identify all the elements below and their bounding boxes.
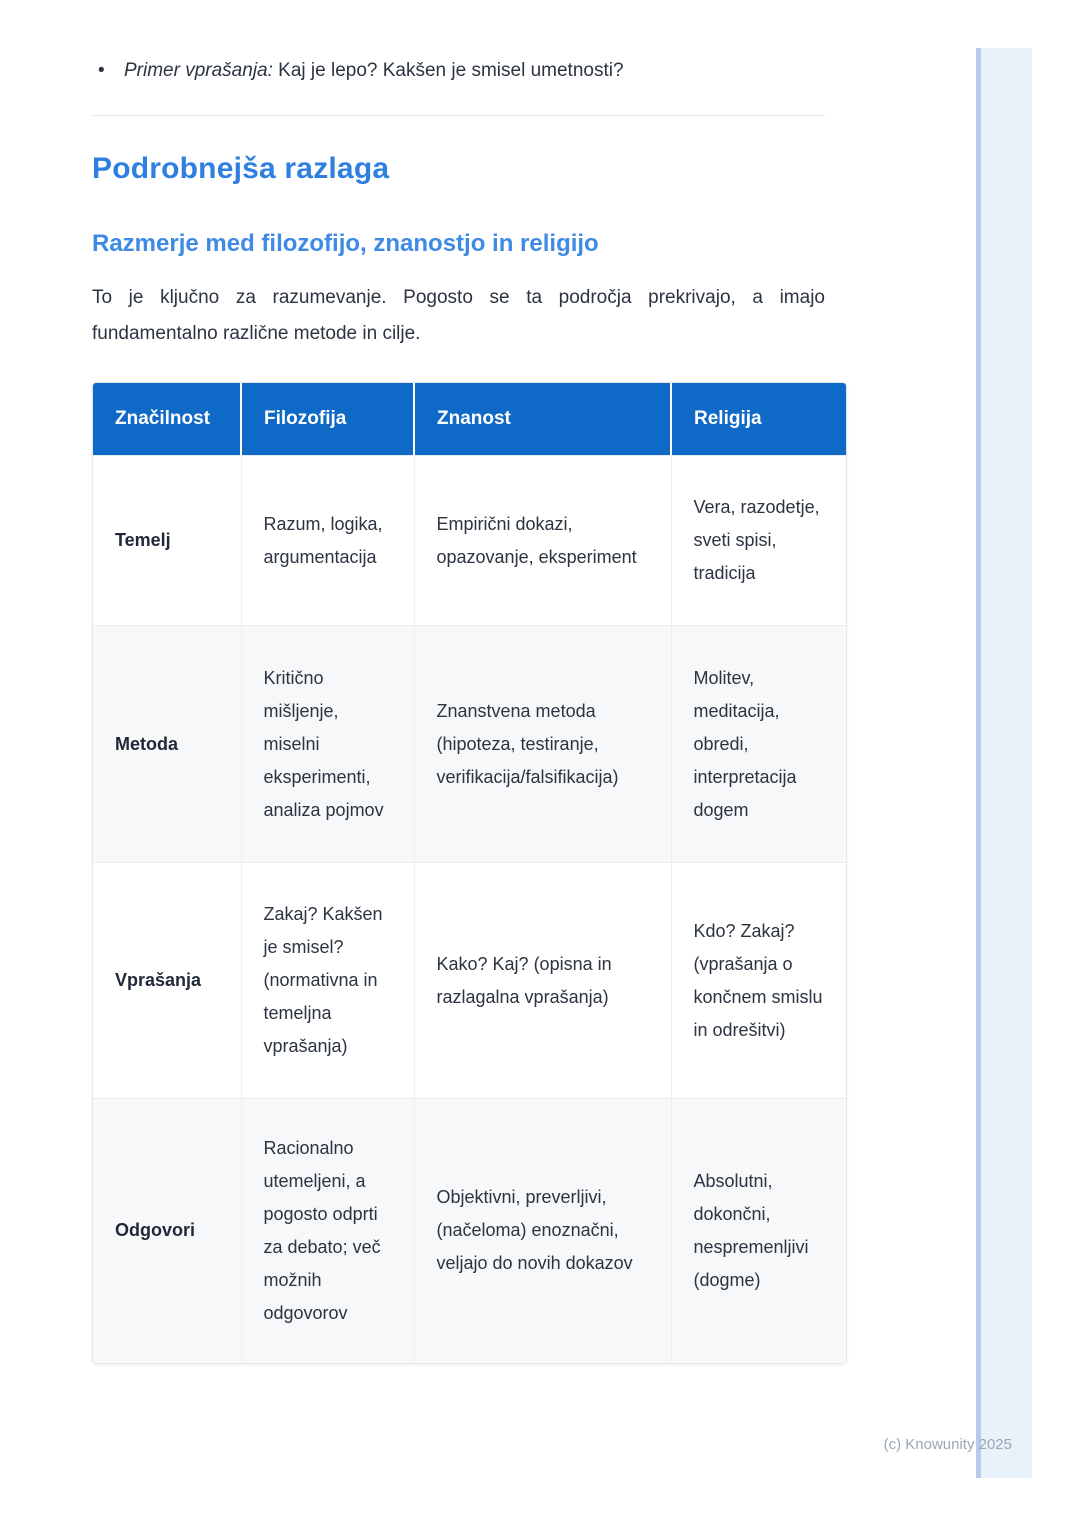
table-cell: Kako? Kaj? (opisna in razlagalna vprašanja) xyxy=(414,863,671,1099)
comparison-table-container xyxy=(92,382,847,1364)
subsection-heading: Razmerje med filozofijo, znanostjo in religijo xyxy=(92,230,599,257)
row-label: Metoda xyxy=(93,626,241,863)
table-row-metoda xyxy=(93,626,846,863)
bullet-list-item xyxy=(92,57,845,84)
row-label: Temelj xyxy=(93,456,241,626)
table-row-odgovori xyxy=(93,1099,846,1363)
table-header xyxy=(93,383,846,456)
document-content xyxy=(92,0,845,1364)
table-cell: Empirični dokazi, opazovanje, eksperiment xyxy=(414,456,671,626)
table-row-vprasanja xyxy=(93,863,846,1099)
bullet-item-lead: Primer vprašanja: xyxy=(124,60,273,81)
comparison-table xyxy=(93,383,846,1363)
bullet-marker-icon: • xyxy=(98,60,105,81)
table-cell: Vera, razodetje, sveti spisi, tradicija xyxy=(671,456,846,626)
scrollbar-track[interactable] xyxy=(976,48,1032,1478)
row-label: Vprašanja xyxy=(93,863,241,1099)
table-header-row xyxy=(93,383,846,456)
table-cell: Zakaj? Kakšen je smisel? (normativna in temeljna vprašanja) xyxy=(241,863,414,1099)
table-body xyxy=(93,456,846,1363)
table-cell: Molitev, meditacija, obredi, interpretacija dogem xyxy=(671,626,846,863)
table-cell: Racionalno utemeljeni, a pogosto odprti za debato; več možnih odgovorov xyxy=(241,1099,414,1363)
table-header-cell-znacilnost: Značilnost xyxy=(93,383,241,456)
table-cell: Objektivni, preverljivi, (načeloma) enoznačni, veljajo do novih dokazov xyxy=(414,1099,671,1363)
intro-paragraph: To je ključno za razumevanje. Pogosto se ta področja prekrivajo, a imajo fundamentalno različne metode in cilje. xyxy=(92,287,825,344)
table-row-temelj xyxy=(93,456,846,626)
section-heading: Podrobnejša razlaga xyxy=(92,152,390,185)
table-cell: Kdo? Zakaj? (vprašanja o končnem smislu in odrešitvi) xyxy=(671,863,846,1099)
table-cell: Znanstvena metoda (hipoteza, testiranje, verifikacija/falsifikacija) xyxy=(414,626,671,863)
copyright-text: (c) Knowunity 2025 xyxy=(883,1436,1012,1453)
table-header-cell-religija: Religija xyxy=(671,383,846,456)
bullet-item-rest: Kaj je lepo? Kakšen je smisel umetnosti? xyxy=(278,60,624,81)
bullet-item-text xyxy=(124,57,624,84)
horizontal-divider xyxy=(92,115,825,116)
table-cell: Absolutni, dokončni, nespremenljivi (dogme) xyxy=(671,1099,846,1363)
row-label: Odgovori xyxy=(93,1099,241,1363)
table-cell: Razum, logika, argumentacija xyxy=(241,456,414,626)
table-cell: Kritično mišljenje, miselni eksperimenti, analiza pojmov xyxy=(241,626,414,863)
table-header-cell-filozofija: Filozofija xyxy=(241,383,414,456)
table-header-cell-znanost: Znanost xyxy=(414,383,671,456)
